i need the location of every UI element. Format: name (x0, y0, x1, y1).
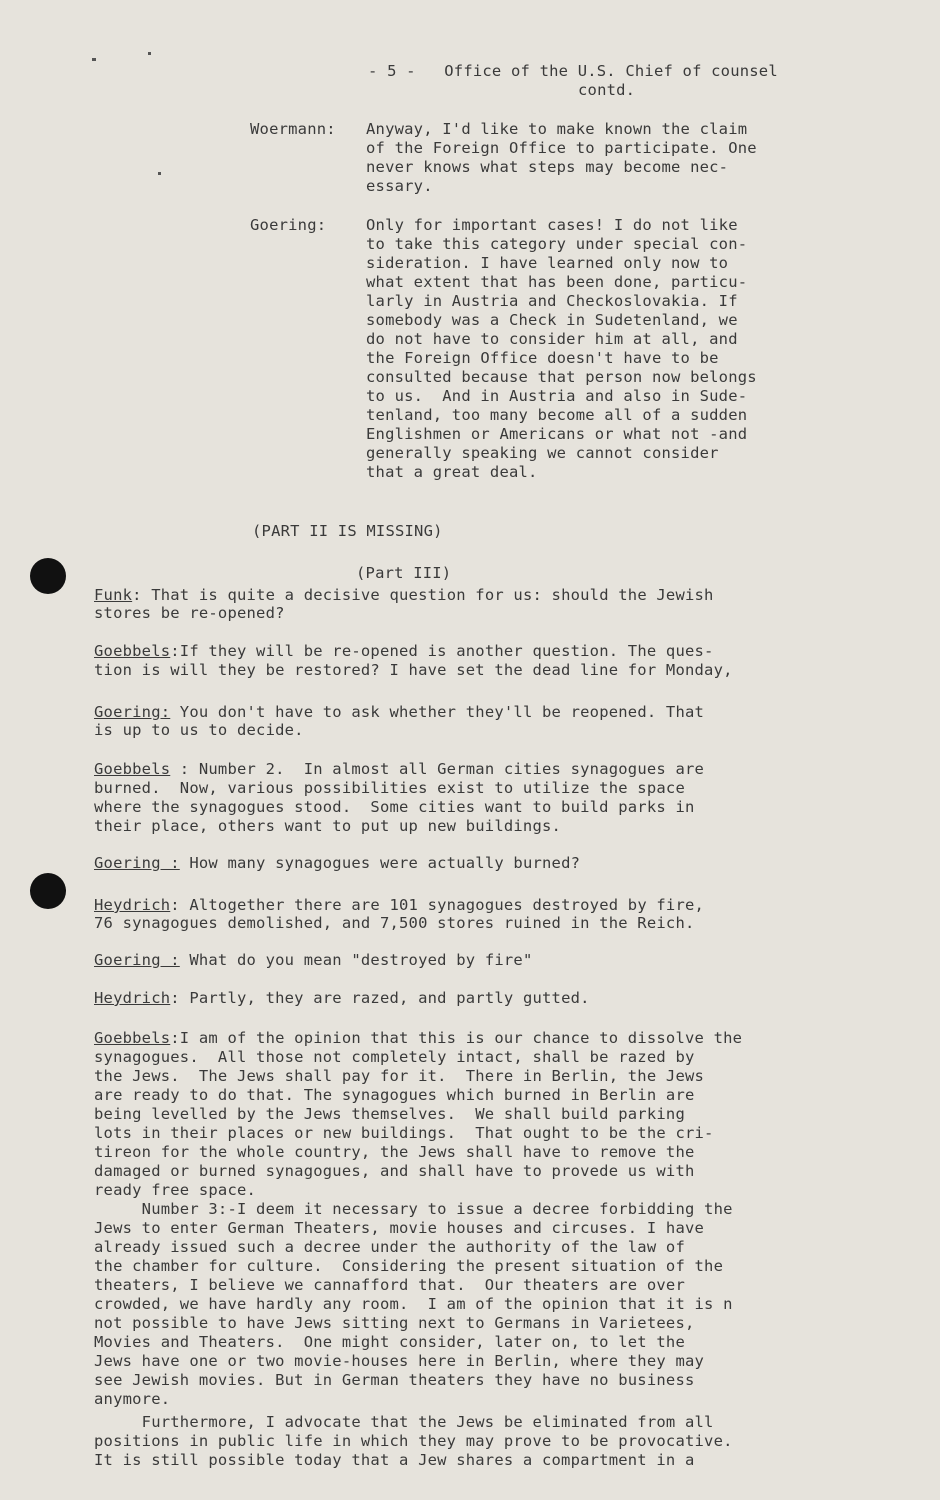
punch-hole (30, 558, 66, 594)
speaker-goering: Goering : (94, 951, 180, 969)
number-3-paragraph (94, 1200, 733, 1409)
speaker-goebbels: Goebbels (94, 760, 171, 778)
paragraph-line: positions in public life in which they may prove to be provocative. (94, 1432, 733, 1450)
speaker-goering: Goering : (94, 854, 180, 872)
speech-text: : That is quite a decisive question for us: should the Jewish (132, 586, 714, 604)
speech-line: are ready to do that. The synagogues which burned in Berlin are (94, 1086, 695, 1104)
heydrich-line-2: 76 synagogues demolished, and 7,500 stores ruined in the Reich. (94, 914, 695, 932)
speech-line: the Jews. The Jews shall pay for it. There in Berlin, the Jews (94, 1067, 705, 1085)
goebbels-line-1 (94, 642, 714, 661)
speech-line: that a great deal. (366, 463, 538, 481)
speech-line: lots in their places or new buildings. That ought to be the cri- (94, 1124, 714, 1142)
speech-line: Anyway, I'd like to make known the claim (366, 120, 748, 138)
speech-line: never knows what steps may become nec- (366, 158, 729, 176)
paragraph-line: Movies and Theaters. One might consider, later on, to let the (94, 1333, 685, 1351)
speaker-goebbels: Goebbels (94, 1029, 171, 1047)
speech-line: being levelled by the Jews themselves. We shall build parking (94, 1105, 685, 1123)
speaker-goering: Goering: (94, 703, 171, 721)
speech-line: burned. Now, various possibilities exist to utilize the space (94, 779, 685, 797)
heydrich-line-1 (94, 896, 704, 915)
ink-speck (148, 52, 151, 55)
speech-text: : Partly, they are razed, and partly gutted. (170, 989, 590, 1007)
speech-text: :If they will be re-opened is another question. The ques- (170, 642, 714, 660)
goering-line-1 (94, 951, 532, 970)
speech-line: ready free space. (94, 1181, 257, 1199)
speech-line: to us. And in Austria and also in Sude- (366, 387, 748, 405)
paragraph-line: crowded, we have hardly any room. I am of the opinion that it is n (94, 1295, 733, 1313)
goebbels-line-1 (94, 1029, 742, 1048)
speaker-heydrich: Heydrich (94, 989, 171, 1007)
paragraph-line: not possible to have Jews sitting next to Germans in Varietees, (94, 1314, 695, 1332)
page-header-contd: contd. (578, 81, 636, 99)
part-ii-missing-note: (PART II IS MISSING) (252, 522, 443, 540)
speech-text: : Number 2. In almost all German cities synagogues are (170, 760, 705, 778)
furthermore-paragraph (94, 1413, 733, 1470)
speaker-goebbels: Goebbels (94, 642, 171, 660)
speech-text: How many synagogues were actually burned? (179, 854, 581, 872)
paragraph-line: the chamber for culture. Considering the present situation of the (94, 1257, 724, 1275)
speech-line: do not have to consider him at all, and (366, 330, 738, 348)
paragraph-line: Number 3:-I deem it necessary to issue a decree forbidding the (94, 1200, 733, 1218)
speech-line: generally speaking we cannot consider (366, 444, 719, 462)
ink-speck (158, 172, 161, 175)
speech-line: of the Foreign Office to participate. One (366, 139, 757, 157)
paragraph-line: Jews have one or two movie-houses here in Berlin, where they may (94, 1352, 705, 1370)
speech-line: sideration. I have learned only now to (366, 254, 729, 272)
paragraph-line: It is still possible today that a Jew shares a compartment in a (94, 1451, 695, 1469)
paragraph-line: theaters, I believe we cannafford that. Our theaters are over (94, 1276, 685, 1294)
woermann-speech (366, 120, 757, 196)
paragraph-line: already issued such a decree under the authority of the law of (94, 1238, 685, 1256)
speaker-woermann: Woermann: (250, 120, 336, 138)
goering-line-1 (94, 854, 580, 873)
paragraph-line: see Jewish movies. But in German theaters they have no business (94, 1371, 695, 1389)
paragraph-line: Jews to enter German Theaters, movie houses and circuses. I have (94, 1219, 705, 1237)
paragraph-line: anymore. (94, 1390, 171, 1408)
goebbels-speech (94, 779, 695, 836)
speaker-funk: Funk (94, 586, 133, 604)
speech-line: the Foreign Office doesn't have to be (366, 349, 719, 367)
heydrich-line-1 (94, 989, 590, 1008)
goering-line-2: is up to us to decide. (94, 721, 304, 739)
page-header: - 5 - Office of the U.S. Chief of counsel (368, 62, 778, 80)
part-iii-heading: (Part III) (356, 564, 452, 582)
speech-line: essary. (366, 177, 433, 195)
speech-text: What do you mean "destroyed by fire" (179, 951, 533, 969)
speech-line: synagogues. All those not completely intact, shall be razed by (94, 1048, 695, 1066)
speech-line: consulted because that person now belongs (366, 368, 757, 386)
speech-line: what extent that has been done, particu- (366, 273, 748, 291)
speech-line: their place, others want to put up new buildings. (94, 817, 562, 835)
speech-line: to take this category under special con- (366, 235, 748, 253)
funk-line-2: stores be re-opened? (94, 604, 285, 622)
goering-line-1 (94, 703, 704, 722)
goebbels-line-1 (94, 760, 704, 779)
goering-speech (366, 216, 757, 482)
speech-text: :I am of the opinion that this is our chance to dissolve the (170, 1029, 743, 1047)
paragraph-line: Furthermore, I advocate that the Jews be eliminated from all (94, 1413, 714, 1431)
speech-line: where the synagogues stood. Some cities want to build parks in (94, 798, 695, 816)
funk-line-1 (94, 586, 714, 605)
speech-text: You don't have to ask whether they'll be reopened. That (170, 703, 705, 721)
speech-line: Englishmen or Americans or what not -and (366, 425, 748, 443)
speech-line: tenland, too many become all of a sudden (366, 406, 748, 424)
punch-hole (30, 873, 66, 909)
goebbels-speech (94, 1048, 714, 1200)
speaker-heydrich: Heydrich (94, 896, 171, 914)
ink-speck (92, 58, 96, 61)
speech-text: : Altogether there are 101 synagogues destroyed by fire, (170, 896, 705, 914)
speech-line: damaged or burned synagogues, and shall have to provede us with (94, 1162, 695, 1180)
goebbels-line-2: tion is will they be restored? I have set the dead line for Monday, (94, 661, 733, 679)
speech-line: Only for important cases! I do not like (366, 216, 738, 234)
speech-line: somebody was a Check in Sudetenland, we (366, 311, 738, 329)
speaker-goering: Goering: (250, 216, 327, 234)
speech-line: larly in Austria and Checkoslovakia. If (366, 292, 738, 310)
speech-line: tireon for the whole country, the Jews shall have to remove the (94, 1143, 695, 1161)
